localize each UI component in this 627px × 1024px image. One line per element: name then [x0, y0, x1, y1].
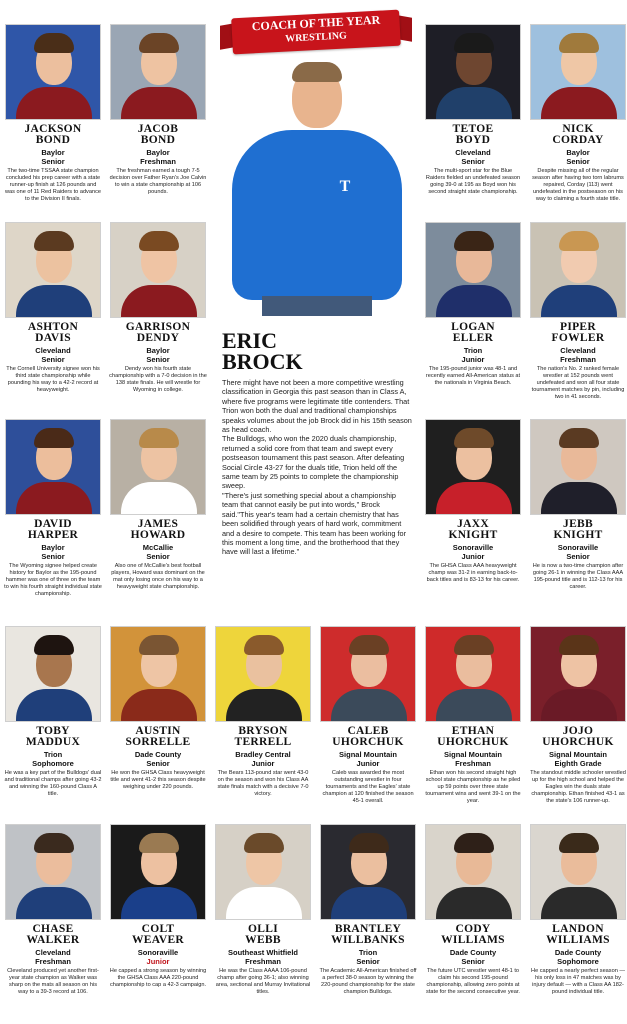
athlete-torso — [121, 285, 197, 318]
athlete-torso — [436, 689, 512, 722]
athlete-class-year: Freshman — [455, 759, 491, 768]
athlete-last-name: MADDUX — [25, 736, 81, 748]
athlete-card — [423, 824, 523, 996]
athlete-bio: The future UTC wrestler went 48-1 to claim his second 195-pound championship, allowing zero points at state for the second consecutive year. — [426, 968, 520, 995]
coach-of-the-year-banner — [218, 8, 414, 60]
athlete-hair — [559, 428, 599, 448]
story-paragraph: "There's just something special about a championship team that cannot easily be put into words," Brock said."This year's team had a certain chemistry that has been solidified through years of hard work, commitment and a desire to compete. This team has been working for this moment a long time, and the brotherhood that they have will last a lifetime." — [222, 490, 407, 557]
banner-title: COACH OF THE YEAR — [251, 12, 381, 34]
athlete-bio: The freshman earned a tough 7-5 decision over Father Ryan's Joe Calvin to win a state championship at 106 pounds. — [109, 168, 207, 195]
athlete-bio: The Cornell University signee won his third state championship while pounding his way to a 42-2 record at heavyweight. — [6, 366, 100, 393]
athlete-torso — [121, 87, 197, 120]
athlete-school: Sonoraville — [137, 948, 179, 957]
athlete-torso — [16, 285, 92, 318]
athlete-school: Cleveland — [560, 346, 596, 355]
athlete-torso — [436, 285, 512, 318]
athlete-class-year: Freshman — [560, 355, 596, 364]
coach-photo — [222, 60, 412, 316]
athlete-card — [213, 824, 313, 996]
athlete-hair — [454, 833, 494, 853]
athlete-school: Dade County — [554, 948, 602, 957]
athlete-torso — [541, 887, 617, 920]
athlete-torso — [121, 689, 197, 722]
athlete-school: Southeast Whitfield — [228, 948, 298, 957]
trion-logo: T — [339, 178, 351, 195]
athlete-card — [318, 824, 418, 996]
athlete-card — [423, 24, 523, 196]
athlete-first-name: JEBB — [563, 518, 593, 530]
athlete-last-name: KNIGHT — [448, 529, 498, 541]
athlete-class-year: Freshman — [35, 957, 71, 966]
athlete-first-name: JAMES — [137, 518, 179, 530]
athlete-last-name: FOWLER — [551, 332, 605, 344]
athlete-bio: He is now a two-time champion after going 26-1 in winning the Class AAA 195-pound title and is 112-13 for his career. — [532, 563, 624, 590]
athlete-first-name: JAXX — [457, 518, 489, 530]
athlete-first-name: COLT — [141, 923, 175, 935]
athlete-card — [528, 24, 627, 203]
athlete-bio: He was the Class AAAA 106-pound champ after going 36-1; also winning area, sectional and Murray Invitational titles. — [215, 968, 311, 995]
athlete-card — [528, 626, 627, 805]
athlete-torso — [541, 482, 617, 515]
coach-last-name: BROCK — [222, 349, 303, 374]
athlete-card — [3, 24, 103, 203]
athlete-class-year: Senior — [461, 157, 485, 166]
athlete-torso — [121, 482, 197, 515]
athlete-photo — [215, 824, 311, 920]
athlete-photo — [110, 824, 206, 920]
athlete-photo — [5, 626, 101, 722]
athlete-card — [423, 222, 523, 387]
athlete-class-year: Junior — [356, 759, 380, 768]
athlete-first-name: JOJO — [562, 725, 594, 737]
athlete-bio: The 195-pound junior was 48-1 and recently earned All-American status at the nationals in Virginia Beach. — [425, 366, 521, 386]
coach-story — [222, 378, 412, 557]
athlete-hair — [559, 33, 599, 53]
athlete-first-name: ETHAN — [451, 725, 495, 737]
athlete-class-year: Freshman — [245, 957, 281, 966]
athlete-photo — [5, 24, 101, 120]
athlete-card — [3, 419, 103, 598]
athlete-first-name: TOBY — [36, 725, 70, 737]
athlete-photo — [110, 419, 206, 515]
athlete-class-year: Sophomore — [32, 759, 74, 768]
athlete-torso — [541, 87, 617, 120]
athlete-class-year: Senior — [41, 157, 65, 166]
athlete-photo — [530, 24, 626, 120]
athlete-class-year: Senior — [566, 157, 590, 166]
athlete-bio: Caleb was awarded the most outstanding wrestler in four tournaments and the Eagles' state champion at 120 finished the season 45-1 overall. — [322, 770, 414, 804]
athlete-class-year: Senior — [146, 552, 170, 561]
athlete-hair — [349, 833, 389, 853]
athlete-bio: He capped a strong season by winning the GHSA Class AAA 220-pound championship to cap a 42-3 campaign. — [109, 968, 207, 988]
athlete-card — [108, 626, 208, 791]
athlete-last-name: SORRELLE — [125, 736, 191, 748]
athlete-last-name: WILLIAMS — [441, 934, 505, 946]
athlete-first-name: JACKSON — [24, 123, 82, 135]
athlete-bio: The Academic All-American finished off a perfect 38-0 season by winning the 220-pound championship for the state champion Bulldogs. — [319, 968, 417, 995]
athlete-school: Sonoraville — [452, 543, 494, 552]
athlete-last-name: ELLER — [452, 332, 494, 344]
athlete-card — [108, 824, 208, 989]
athlete-last-name: DAVIS — [35, 332, 71, 344]
athlete-hair — [139, 635, 179, 655]
athlete-torso — [16, 482, 92, 515]
athlete-hair — [34, 833, 74, 853]
athlete-bio: Dendy won his fourth state championship with a 7-0 decision in the 138 state finals. He will wrestle for Wyoming in college. — [109, 366, 207, 393]
athlete-photo — [425, 24, 521, 120]
athlete-last-name: WILLBANKS — [331, 934, 405, 946]
athlete-photo — [425, 419, 521, 515]
coach-jeans — [262, 296, 372, 316]
athlete-first-name: LANDON — [552, 923, 604, 935]
athlete-class-year: Senior — [356, 957, 380, 966]
athlete-first-name: BRANTLEY — [334, 923, 402, 935]
athlete-school: Trion — [358, 948, 378, 957]
athlete-photo — [5, 222, 101, 318]
athlete-hair — [559, 833, 599, 853]
athlete-bio: Also one of McCallie's best football players, Howard was dominant on the mat only losing once on his way to a heavyweight state championship. — [111, 563, 205, 590]
athlete-last-name: UHORCHUK — [332, 736, 404, 748]
athlete-bio: The two-time TSSAA state champion concluded his prep career with a state runner-up finish at 126 pounds and was one of 11 Red Raiders to advance to the Division II finals. — [5, 168, 101, 202]
athlete-class-year: Freshman — [140, 157, 176, 166]
athlete-school: Baylor — [146, 148, 170, 157]
athlete-photo — [425, 626, 521, 722]
athlete-card — [528, 419, 627, 591]
athlete-class-year: Junior — [251, 759, 275, 768]
athlete-first-name: CALEB — [347, 725, 389, 737]
athlete-card — [213, 626, 313, 798]
athlete-last-name: UHORCHUK — [542, 736, 614, 748]
athlete-last-name: BOYD — [455, 134, 491, 146]
athlete-hair — [349, 635, 389, 655]
athlete-hair — [454, 231, 494, 251]
athlete-photo — [320, 824, 416, 920]
athlete-torso — [16, 887, 92, 920]
athlete-class-year: Senior — [461, 957, 485, 966]
athlete-last-name: WEAVER — [131, 934, 185, 946]
athlete-class-year: Senior — [146, 355, 170, 364]
athlete-first-name: ASHTON — [27, 321, 79, 333]
athlete-last-name: BOND — [35, 134, 71, 146]
athlete-school: Dade County — [449, 948, 497, 957]
story-paragraph: The Bulldogs, who won the 2020 duals championship, returned a solid core from that team and swept every postseason tournament this past season. After defeating Social Circle 43-27 for the duals title, Trion held off the same team by 25 points to complete the championship sweep. — [222, 434, 405, 491]
coach-hair — [292, 62, 342, 82]
athlete-school: McCallie — [142, 543, 174, 552]
athlete-last-name: WALKER — [26, 934, 80, 946]
athlete-hair — [454, 635, 494, 655]
athlete-class-year: Junior — [461, 355, 485, 364]
athlete-torso — [16, 87, 92, 120]
athlete-last-name: BOND — [140, 134, 176, 146]
athlete-torso — [16, 689, 92, 722]
athlete-torso — [331, 887, 407, 920]
athlete-class-year: Sophomore — [557, 957, 599, 966]
athlete-photo — [425, 824, 521, 920]
athlete-card — [3, 824, 103, 996]
athlete-photo — [320, 626, 416, 722]
athlete-last-name: CORDAY — [552, 134, 604, 146]
athlete-photo — [215, 626, 311, 722]
athlete-photo — [530, 824, 626, 920]
athlete-school: Trion — [463, 346, 483, 355]
banner-subtitle: WRESTLING — [284, 30, 348, 45]
athlete-class-year: Senior — [41, 552, 65, 561]
athlete-photo — [425, 222, 521, 318]
athlete-school: Dade County — [134, 750, 182, 759]
athlete-first-name: CODY — [455, 923, 491, 935]
athlete-first-name: OLLI — [248, 923, 278, 935]
athlete-torso — [436, 482, 512, 515]
athlete-school: Sonoraville — [557, 543, 599, 552]
athlete-hair — [139, 833, 179, 853]
athlete-bio: He was a key part of the Bulldogs' dual and traditional champs after going 43-2 and winning the 160-pound Class A title. — [4, 770, 102, 797]
athlete-school: Cleveland — [35, 948, 71, 957]
athlete-school: Baylor — [146, 346, 170, 355]
athlete-class-year: Junior — [146, 957, 170, 966]
athlete-card — [3, 626, 103, 798]
athlete-photo — [110, 222, 206, 318]
athlete-last-name: HARPER — [27, 529, 79, 541]
athlete-photo — [110, 626, 206, 722]
athlete-bio: The GHSA Class AAA heavyweight champ was 31-2 in earning back-to-back titles and is 83-13 for his career. — [426, 563, 520, 583]
athlete-torso — [541, 285, 617, 318]
athlete-last-name: UHORCHUK — [437, 736, 509, 748]
athlete-school: Cleveland — [35, 346, 71, 355]
athlete-first-name: BRYSON — [238, 725, 288, 737]
athlete-first-name: NICK — [562, 123, 594, 135]
coach-name — [222, 330, 412, 372]
athlete-last-name: TERRELL — [234, 736, 292, 748]
athlete-first-name: AUSTIN — [135, 725, 181, 737]
athlete-class-year: Eighth Grade — [554, 759, 602, 768]
athlete-card — [423, 419, 523, 584]
athlete-hair — [244, 833, 284, 853]
athlete-hair — [559, 635, 599, 655]
story-paragraph: There might have not been a more competitive wrestling classification in Georgia this past season than in Class A, where five programs were legitimate title contenders. That Trion won both the dual and traditional championships speaks volumes about the job Brock did in his 15th season as head coach. — [222, 378, 412, 435]
athlete-last-name: HOWARD — [130, 529, 186, 541]
athlete-photo — [5, 419, 101, 515]
athlete-card — [108, 222, 208, 394]
athlete-card — [108, 419, 208, 591]
athlete-card — [108, 24, 208, 196]
athlete-photo — [110, 24, 206, 120]
athlete-hair — [139, 231, 179, 251]
athlete-torso — [436, 87, 512, 120]
athlete-school: Cleveland — [455, 148, 491, 157]
athlete-school: Signal Mountain — [339, 750, 397, 759]
athlete-hair — [559, 231, 599, 251]
athlete-photo — [530, 222, 626, 318]
athlete-card — [528, 824, 627, 996]
athlete-bio: He won the GHSA Class heavyweight title and went 41-2 this season despite weighing under 220 pounds. — [110, 770, 206, 790]
athlete-first-name: TETOE — [452, 123, 494, 135]
athlete-school: Bradley Central — [235, 750, 291, 759]
athlete-first-name: LOGAN — [451, 321, 495, 333]
athlete-hair — [139, 428, 179, 448]
athlete-first-name: CHASE — [32, 923, 74, 935]
athlete-first-name: PIPER — [560, 321, 596, 333]
athlete-hair — [454, 428, 494, 448]
athlete-class-year: Junior — [461, 552, 485, 561]
athlete-school: Baylor — [566, 148, 590, 157]
athlete-hair — [454, 33, 494, 53]
athlete-class-year: Senior — [566, 552, 590, 561]
athlete-bio: The Wyoming signee helped create history for Baylor as the 195-pound hammer was one of three on the team to win his fourth straight individual state championship. — [4, 563, 102, 597]
athlete-torso — [121, 887, 197, 920]
athlete-torso — [331, 689, 407, 722]
athlete-bio: Despite missing all of the regular season after having two torn labrums repaired, Corday (113) went undefeated in the postseason on his way to claiming a fourth state title. — [532, 168, 624, 202]
athlete-torso — [436, 887, 512, 920]
athlete-school: Signal Mountain — [549, 750, 607, 759]
athlete-hair — [139, 33, 179, 53]
athlete-school: Baylor — [41, 543, 65, 552]
athlete-last-name: WILLIAMS — [546, 934, 610, 946]
athlete-school: Baylor — [41, 148, 65, 157]
athlete-bio: Cleveland produced yet another first-year state champion as Walker was sharp on the mats all season on his way to a 39-3 record at 106. — [7, 968, 99, 995]
athlete-card — [423, 626, 523, 805]
athlete-school: Trion — [43, 750, 63, 759]
athlete-hair — [34, 635, 74, 655]
athlete-hair — [34, 428, 74, 448]
athlete-card — [3, 222, 103, 394]
athlete-torso — [226, 887, 302, 920]
athlete-bio: Ethan won his second straight high school state championship as he piled up 59 points over three state tournament wins and went 39-1 on the year. — [425, 770, 521, 804]
athlete-photo — [530, 626, 626, 722]
athlete-torso — [226, 689, 302, 722]
athlete-bio: He capped a nearly perfect season — his only loss in 47 matches was by injury default — with a Class AA 182-pound individual title. — [531, 968, 625, 995]
athlete-hair — [244, 635, 284, 655]
athlete-torso — [541, 689, 617, 722]
athlete-bio: The Bears 113-pound star went 43-0 on the season and won his Class AA state finals match with a decisive 7-0 victory. — [217, 770, 309, 797]
athlete-card — [528, 222, 627, 401]
athlete-class-year: Senior — [146, 759, 170, 768]
athlete-school: Signal Mountain — [444, 750, 502, 759]
athlete-first-name: DAVID — [34, 518, 72, 530]
athlete-last-name: DENDY — [136, 332, 180, 344]
athlete-bio: The multi-sport star for the Blue Raiders fielded an undefeated season going 39-0 at 195 as Boyd won his second straight state championship. — [425, 168, 521, 195]
athlete-hair — [34, 33, 74, 53]
athlete-last-name: KNIGHT — [553, 529, 603, 541]
athlete-card — [318, 626, 418, 805]
athlete-photo — [5, 824, 101, 920]
athlete-hair — [34, 231, 74, 251]
athlete-bio: The standout middle schooler wrestled up for the high school and helped the Eagles win the duals state championship. Ethan finished 43-1 as the state's 106 runner-up. — [530, 770, 626, 804]
coach-first-name: ERIC — [222, 328, 278, 353]
coach-shirt — [232, 130, 402, 300]
athlete-first-name: GARRISON — [125, 321, 191, 333]
athlete-bio: The nation's No. 2 ranked female wrestler at 152 pounds went undefeated and won all four state tournament matches by pin, including two in 41 seconds. — [531, 366, 625, 400]
athlete-class-year: Senior — [41, 355, 65, 364]
athlete-last-name: WEBB — [245, 934, 281, 946]
athlete-first-name: JACOB — [137, 123, 179, 135]
athlete-photo — [530, 419, 626, 515]
